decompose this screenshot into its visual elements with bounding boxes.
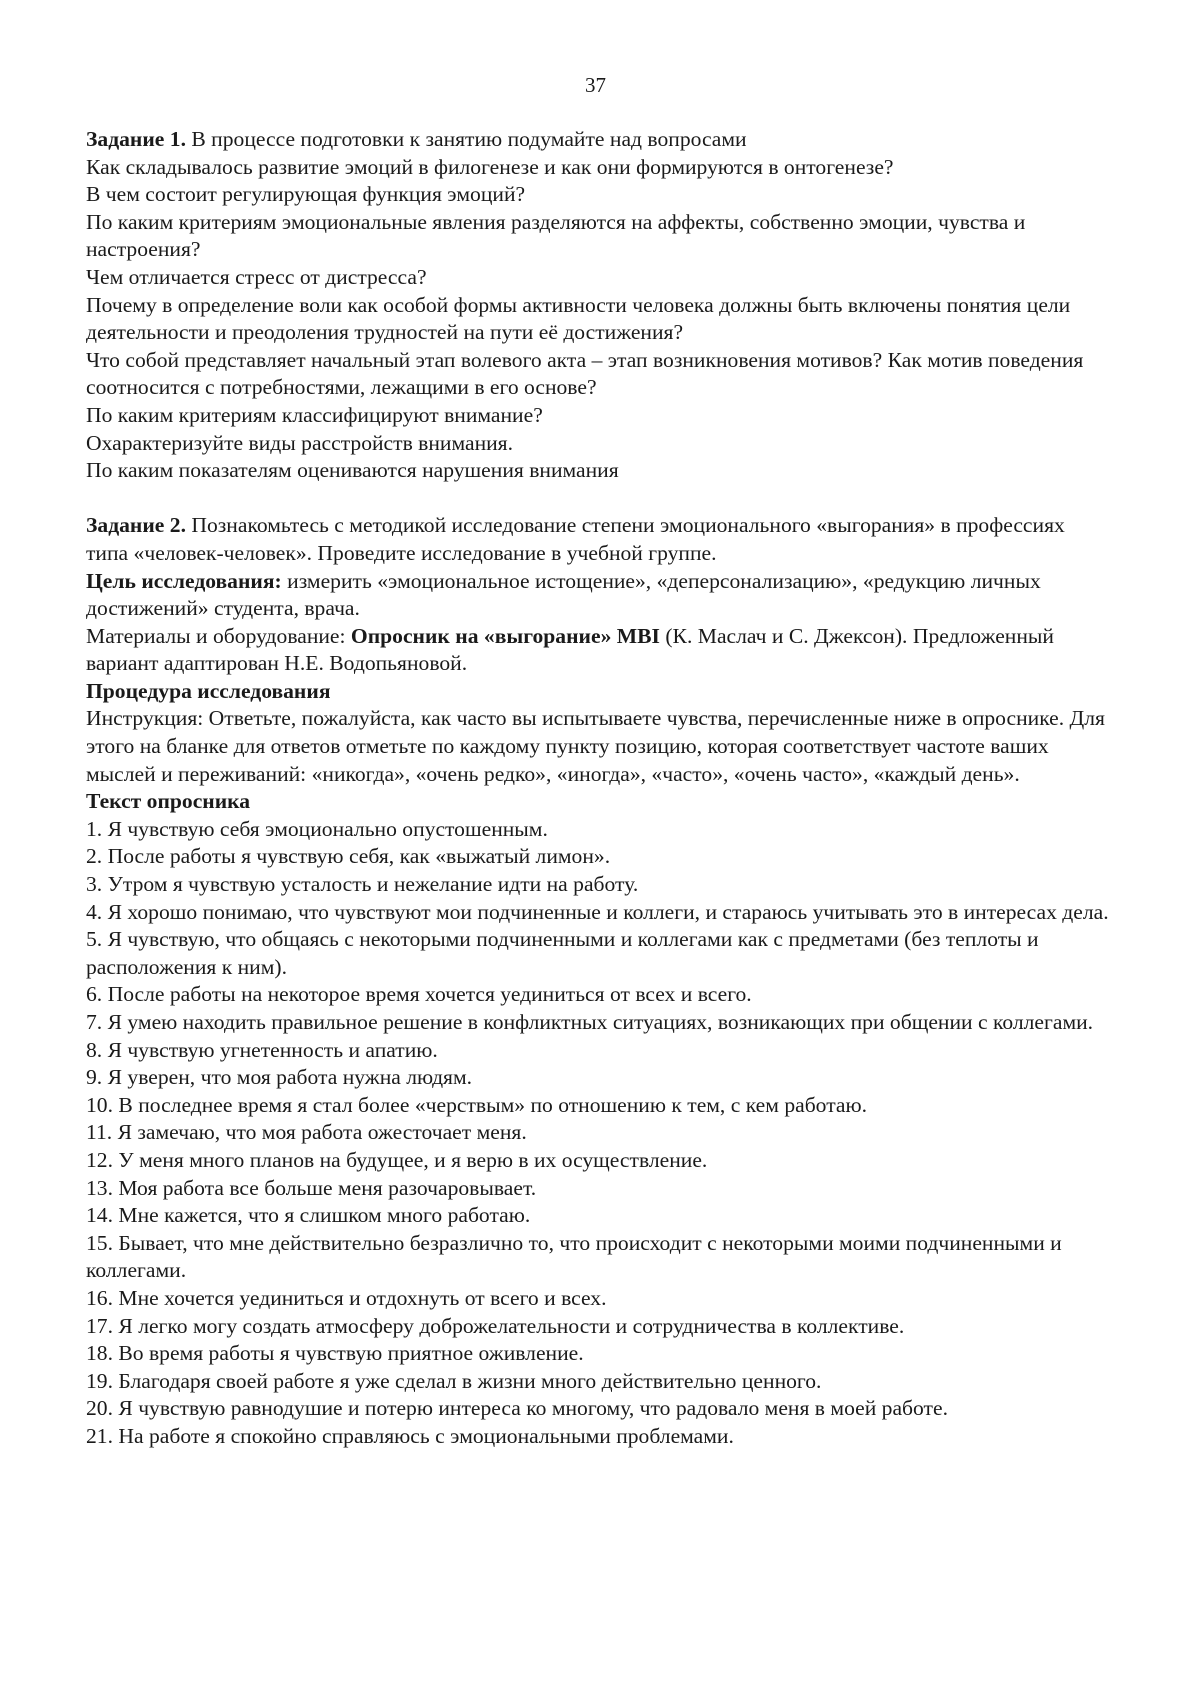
procedure-heading xyxy=(86,678,1111,706)
materials-suffix: (К. Маслач и С. Джексон). Предложенный вариант адаптирован Н.Е. Водопьяновой. xyxy=(86,623,1054,676)
questionnaire-item: 17. Я легко могу создать атмосферу доброжелательности и сотрудничества в коллективе. xyxy=(86,1313,905,1338)
questionnaire-item: 1. Я чувствую себя эмоционально опустошенным. xyxy=(86,816,548,841)
task1-question: По каким критериям эмоциональные явления разделяются на аффекты, собственно эмоции, чувства и настроения? xyxy=(86,209,1026,262)
research-goal xyxy=(86,568,1111,623)
research-goal-label: Цель исследования: xyxy=(86,568,282,593)
page-content xyxy=(86,126,1111,1451)
questionnaire-item: 2. После работы я чувствую себя, как «выжатый лимон». xyxy=(86,844,611,869)
questionnaire-item: 19. Благодаря своей работе я уже сделал в жизни много действительно ценного. xyxy=(86,1368,822,1393)
materials-questionnaire-name: Опросник на «выгорание» MBI xyxy=(350,623,660,648)
questionnaire-heading xyxy=(86,788,1111,816)
questionnaire-item: 20. Я чувствую равнодушие и потерю интереса ко многому, что радовало меня в моей работе. xyxy=(86,1396,948,1421)
task1-question: Как складывалось развитие эмоций в филогенезе и как они формируются в онтогенезе? xyxy=(86,154,894,179)
task2-label: Задание 2. xyxy=(86,513,186,538)
questionnaire-item: 14. Мне кажется, что я слишком много работаю. xyxy=(86,1203,531,1228)
questionnaire-item: 9. Я уверен, что моя работа нужна людям. xyxy=(86,1065,473,1090)
questionnaire-heading-text: Текст опросника xyxy=(86,789,251,814)
questionnaire-item: 10. В последнее время я стал более «черствым» по отношению к тем, с кем работаю. xyxy=(86,1092,868,1117)
task1-question: Чем отличается стресс от дистресса? xyxy=(86,264,427,289)
questionnaire-item: 6. После работы на некоторое время хочется уединиться от всех и всего. xyxy=(86,982,752,1007)
task1-question: Что собой представляет начальный этап волевого акта – этап возникновения мотивов? Как мотив поведения соотносится с потребностями, лежащими в его основе? xyxy=(86,347,1084,400)
questionnaire-item: 8. Я чувствую угнетенность и апатию. xyxy=(86,1037,438,1062)
task1-question: Охарактеризуйте виды расстройств внимания. xyxy=(86,430,514,455)
procedure-heading-text: Процедура исследования xyxy=(86,678,331,703)
section-spacer xyxy=(86,485,1111,513)
task1-intro-text: В процессе подготовки к занятию подумайте над вопросами xyxy=(185,127,747,151)
instruction: Инструкция: Ответьте, пожалуйста, как часто вы испытываете чувства, перечисленные ниже в опроснике. Для этого на бланке для ответов отметьте по каждому пункту позицию, которая соответствует частоте ваших мыслей и переживаний: «никогда», «очень редко», «иногда», «часто», «очень часто», «каждый день». xyxy=(86,706,1105,786)
task1-question: По каким критериям классифицируют внимание? xyxy=(86,402,543,427)
questionnaire-item: 3. Утром я чувствую усталость и нежелание идти на работу. xyxy=(86,872,639,897)
questionnaire-item: 4. Я хорошо понимаю, что чувствуют мои подчиненные и коллеги, и стараюсь учитывать это в интересах дела. xyxy=(86,899,1109,924)
task1-question: По каким показателям оцениваются нарушения внимания xyxy=(86,458,619,483)
task2-intro-text: Познакомьтесь с методикой исследование степени эмоционального «выгорания» в профессиях типа «человек-человек». Проведите исследование в учебной группе. xyxy=(86,513,1065,565)
questionnaire-item: 21. На работе я спокойно справляюсь с эмоциональными проблемами. xyxy=(86,1423,734,1448)
questionnaire-item: 11. Я замечаю, что моя работа ожесточает меня. xyxy=(86,1120,527,1145)
questionnaire-item: 12. У меня много планов на будущее, и я верю в их осуществление. xyxy=(86,1147,708,1172)
task1-label: Задание 1. xyxy=(86,127,186,151)
materials xyxy=(86,623,1111,678)
task2-intro xyxy=(86,512,1111,567)
questionnaire-item: 18. Во время работы я чувствую приятное оживление. xyxy=(86,1341,584,1366)
page-number: 37 xyxy=(585,73,606,97)
questionnaire-item: 5. Я чувствую, что общаясь с некоторыми подчиненными и коллегами как с предметами (без теплоты и расположения к ним). xyxy=(86,927,1039,979)
questionnaire-item: 16. Мне хочется уединиться и отдохнуть от всего и всех. xyxy=(86,1285,607,1310)
task1-intro xyxy=(86,126,1111,154)
task1-question: Почему в определение воли как особой формы активности человека должны быть включены понятия цели деятельности и преодоления трудностей на пути её достижения? xyxy=(86,292,1071,345)
materials-prefix: Материалы и оборудование: xyxy=(86,623,351,648)
questionnaire-item: 15. Бывает, что мне действительно безразлично то, что происходит с некоторыми моими подчиненными и коллегами. xyxy=(86,1230,1062,1283)
task1-question: В чем состоит регулирующая функция эмоций? xyxy=(86,182,526,207)
questionnaire-item: 7. Я умею находить правильное решение в конфликтных ситуациях, возникающих при общении с коллегами. xyxy=(86,1010,1094,1034)
research-goal-text: измерить «эмоциональное истощение», «деперсонализацию», «редукцию личных достижений» студента, врача. xyxy=(86,568,1041,621)
questionnaire-item: 13. Моя работа все больше меня разочаровывает. xyxy=(86,1175,537,1200)
